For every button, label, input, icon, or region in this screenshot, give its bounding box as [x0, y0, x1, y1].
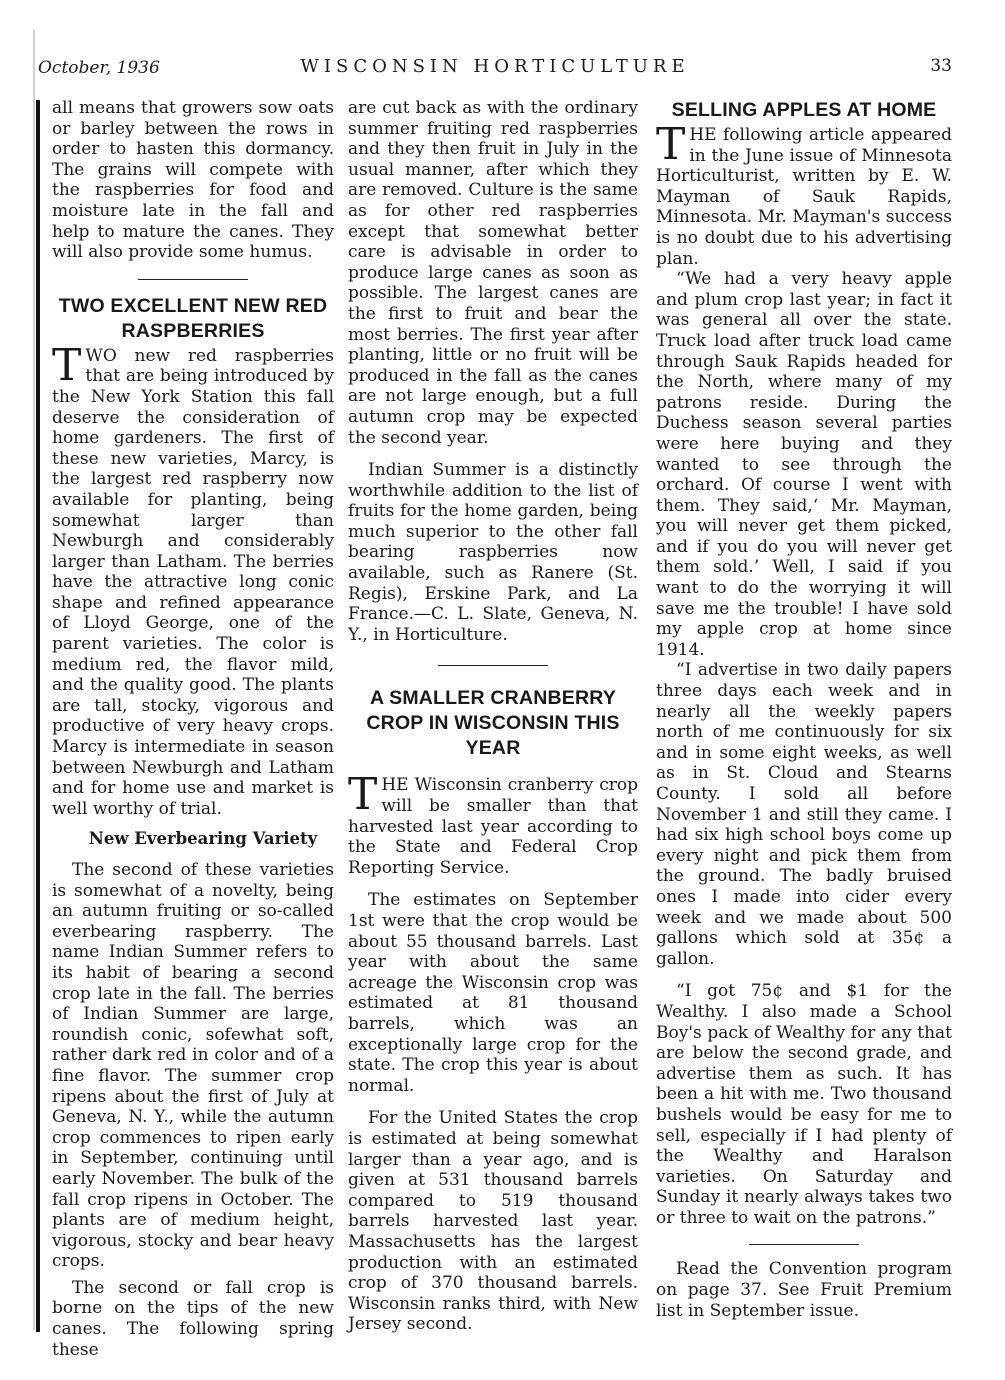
article-paragraph: For the United States the crop is estimated at being somewhat larger than a year ago, and is given at 531 thousand barrels compared to 519 thousand barrels harvested last year. Massachusetts has the largest production with an estimated crop of 370 thousand barrels. Wisconsin ranks third, with New Jersey second.	[348, 1108, 638, 1335]
drop-cap: T	[348, 769, 378, 821]
drop-cap: T	[52, 339, 82, 391]
article-paragraph: Indian Summer is a distinctly worthwhile addition to the list of fruits for the home garden, being much superior to the other fall bearing raspberries now available, such as Ranere (St. Regis), Erskine Park, and La France.—C. L. Slate, Geneva, N. Y., in Horticulture.	[348, 460, 638, 645]
continued-paragraph: all means that growers sow oats or barley between the rows in order to hasten this dormancy. The grains will compete with the raspberries for food and moisture late in the fall and help to mature the canes. They will also provide some humus.	[52, 98, 334, 263]
article-paragraph: THE Wisconsin cranberry crop will be smaller than that harvested last year according to the State and Federal Crop Reporting Service.	[348, 769, 638, 878]
article-paragraph: TWO new red raspberries that are being introduced by the New York Station this fall deserve the consideration of home gardeners. The first of these new varieties, Marcy, is the largest red raspberry now available for planting, being somewhat larger than Newburgh and considerably larger than Latham. The berries have the attractive long conic shape and refined appearance of Lloyd George, one of the parent varieties. The color is medium red, the flavor mild, and the quality good. The plants are tall, stocky, vigorous and productive of very heavy crops. Marcy is intermediate in season between Newburgh and Latham and for home use and market is well worthy of trial.	[52, 339, 334, 819]
article-paragraph: are cut back as with the ordinary summer fruiting red raspberries and they then fruit in July in the usual manner, after which they are removed. Culture is the same as for other red raspberries except that somewhat better care is advisable in order to produce large canes as soon as possible. The largest canes are the first to fruit and bear the most berries. The first year after planting, little or no fruit will be produced in the fall as the canes are not large enough, but a full autumn crop may be expected the second year.	[348, 98, 638, 448]
running-header	[38, 56, 952, 86]
journal-title: WISCONSIN HORTICULTURE	[300, 56, 690, 77]
article-paragraph: The second or fall crop is borne on the tips of the new canes. The following spring these	[52, 1277, 334, 1360]
article-paragraph: “I advertise in two daily papers three days each week and in nearly all the weekly papers north of me continuously for six and in some eight weeks, as well as in St. Cloud and Stearns County. I sold all before November 1 and still they came. I had six high school boys come up every night and pick them from the ground. The badly bruised ones I made into cider every week and we made about 500 gallons which sold at 35¢ a gallon.	[656, 660, 952, 969]
column-3	[656, 98, 952, 1321]
article-paragraph: THE following article appeared in the June issue of Minnesota Horticulturist, written by E. W. Mayman of Sauk Rapids, Minnesota. Mr. Mayman's success is no doubt due to his advertising plan.	[656, 119, 952, 269]
article-headline-raspberries: TWO EXCELLENT NEW RED RASPBERRIES	[58, 294, 328, 342]
column-1	[52, 98, 334, 1360]
page-edge	[33, 30, 35, 1330]
article-headline-apples: SELLING APPLES AT HOME	[671, 99, 937, 121]
section-divider	[138, 279, 248, 280]
section-divider	[749, 1244, 859, 1245]
section-divider	[438, 665, 548, 666]
binding-gutter	[36, 100, 40, 1332]
article-paragraph: “I got 75¢ and $1 for the Wealthy. I also made a School Boy's pack of Wealthy for any that are below the second grade, and advertise them as such. It has been a hit with me. Two thousand bushels would be easy for me to sell, especially if I had plenty of the Wealthy and Haralson varieties. On Saturday and Sunday it nearly always takes two or three to wait on the patrons.”	[656, 981, 952, 1228]
column-2	[348, 98, 638, 1335]
notice-paragraph: Read the Convention program on page 37. See Fruit Premium list in September issue.	[656, 1259, 952, 1321]
subheading-everbearing: New Everbearing Variety	[88, 829, 318, 849]
article-paragraph: The second of these varieties is somewhat of a novelty, being an autumn fruiting or so-called everbearing raspberry. The name Indian Summer refers to its habit of bearing a second crop late in the fall. The berries of Indian Summer are large, roundish conic, sofewhat soft, rather dark red in color and of a fine flavor. The summer crop ripens about the first of July at Geneva, N. Y., while the autumn crop commences to ripen early in September, continuing until early November. The bulk of the fall crop ripens in October. The plants are of medium height, vigorous, stocky and bear heavy crops.	[52, 860, 334, 1272]
issue-date: October, 1936	[38, 58, 160, 78]
article-paragraph: The estimates on September 1st were that the crop would be about 55 thousand barrels. Last year with about the same acreage the Wisconsin crop was estimated at 81 thousand barrels, which was an exceptionally large crop for the state. The crop this year is about normal.	[348, 890, 638, 1096]
article-headline-cranberry: A SMALLER CRANBERRY CROP IN WISCONSIN THIS YEAR	[366, 687, 620, 760]
drop-cap: T	[656, 119, 686, 170]
article-paragraph: “We had a very heavy apple and plum crop last year; in fact it was general all over the state. Truck load after truck load came through Sauk Rapids headed for the North, where many of my patrons reside. During the Duchess season several parties were here buying and they wanted to see through the orchard. Of course I went with them. They said,‘ Mr. Mayman, you will never get them picked, and if you do you will never get them sold.’ Well, I said if you want to do the worrying it will save me the trouble! I have sold my apple crop at home since 1914.	[656, 269, 952, 660]
page-number: 33	[930, 56, 952, 76]
